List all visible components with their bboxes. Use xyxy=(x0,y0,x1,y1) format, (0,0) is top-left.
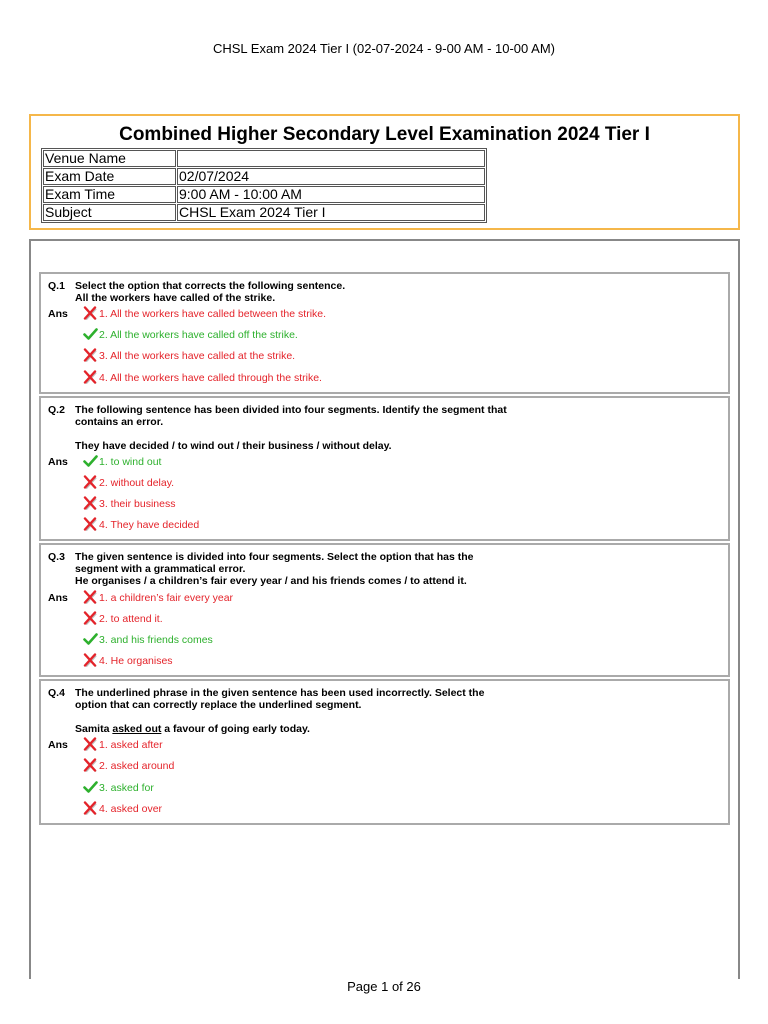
question-number: Q.3 xyxy=(48,551,65,563)
cross-icon xyxy=(83,758,99,772)
option-4 xyxy=(83,654,173,668)
info-value: 9:00 AM - 10:00 AM xyxy=(177,186,485,203)
cross-icon xyxy=(83,475,99,489)
info-row-date xyxy=(43,168,485,185)
option-1 xyxy=(83,738,163,752)
info-row-subject xyxy=(43,204,485,221)
check-icon xyxy=(83,780,99,794)
info-row-time xyxy=(43,186,485,203)
option-1 xyxy=(83,455,161,469)
answer-label: Ans xyxy=(48,739,68,751)
check-icon xyxy=(83,632,99,646)
option-text: 1. to wind out xyxy=(99,456,162,468)
option-text: 3. their business xyxy=(99,498,176,510)
check-icon xyxy=(83,454,99,468)
question-text xyxy=(75,280,545,304)
question-line: option that can correctly replace the underlined segment. xyxy=(75,699,362,711)
exam-info-table xyxy=(41,148,487,223)
option-text: 2. asked around xyxy=(99,760,175,772)
info-value: 02/07/2024 xyxy=(177,168,485,185)
option-3 xyxy=(83,497,175,511)
cross-icon xyxy=(83,306,99,320)
cross-icon xyxy=(83,653,99,667)
option-text: 3. asked for xyxy=(99,782,154,794)
option-2 xyxy=(83,612,163,626)
option-text: 3. and his friends comes xyxy=(99,634,213,646)
option-text: 2. All the workers have called off the strike. xyxy=(99,329,298,341)
exam-info-box xyxy=(29,114,740,230)
option-1 xyxy=(83,307,326,321)
info-row-venue xyxy=(43,150,485,167)
info-label: Exam Time xyxy=(43,186,176,203)
option-text: 4. All the workers have called through the strike. xyxy=(99,372,322,384)
exam-title: Combined Higher Secondary Level Examination 2024 Tier I xyxy=(119,124,650,145)
option-text: 2. without delay. xyxy=(99,477,175,489)
question-text xyxy=(75,551,545,587)
question-4 xyxy=(39,679,730,825)
option-2 xyxy=(83,476,174,490)
option-4 xyxy=(83,518,199,532)
cross-icon xyxy=(83,517,99,531)
question-sentence xyxy=(75,723,545,735)
option-2 xyxy=(83,328,298,342)
option-text: 4. He organises xyxy=(99,655,173,667)
cross-icon xyxy=(83,801,99,815)
sentence-part: a favour of going early today. xyxy=(161,723,310,735)
option-4 xyxy=(83,371,322,385)
question-line: The following sentence has been divided into four segments. Identify the segment that xyxy=(75,404,507,416)
option-text: 4. asked over xyxy=(99,803,163,815)
question-line: The underlined phrase in the given sentence has been used incorrectly. Select the xyxy=(75,687,485,699)
page-footer: Page 1 of 26 xyxy=(347,979,421,994)
question-line: He organises / a children’s fair every year / and his friends comes / to attend it. xyxy=(75,575,467,587)
question-text xyxy=(75,687,545,735)
running-header: CHSL Exam 2024 Tier I (02-07-2024 - 9-00 AM - 10-00 AM) xyxy=(212,41,555,56)
option-1 xyxy=(83,591,233,605)
sentence-part: Samita xyxy=(75,723,113,735)
info-label: Venue Name xyxy=(43,150,176,167)
info-value: CHSL Exam 2024 Tier I xyxy=(177,204,485,221)
info-label: Subject xyxy=(43,204,176,221)
option-3 xyxy=(83,633,213,647)
option-3 xyxy=(83,781,154,795)
question-line: contains an error. xyxy=(75,416,164,428)
option-text: 3. All the workers have called at the strike. xyxy=(99,350,296,362)
info-value xyxy=(177,150,485,167)
option-2 xyxy=(83,759,174,773)
question-3 xyxy=(39,543,730,677)
check-icon xyxy=(83,327,99,341)
question-line: The given sentence is divided into four segments. Select the option that has the xyxy=(75,551,474,563)
cross-icon xyxy=(83,370,99,384)
cross-icon xyxy=(83,348,99,362)
cross-icon xyxy=(83,611,99,625)
option-text: 2. to attend it. xyxy=(99,613,163,625)
option-4 xyxy=(83,802,162,816)
question-line: segment with a grammatical error. xyxy=(75,563,246,575)
info-label: Exam Date xyxy=(43,168,176,185)
option-3 xyxy=(83,349,295,363)
cross-icon xyxy=(83,496,99,510)
question-2 xyxy=(39,396,730,541)
question-number: Q.1 xyxy=(48,280,65,292)
option-text: 1. asked after xyxy=(99,739,163,751)
question-line: All the workers have called of the strike. xyxy=(75,292,276,304)
option-text: 1. a children’s fair every year xyxy=(99,592,234,604)
question-1 xyxy=(39,272,730,394)
question-number: Q.2 xyxy=(48,404,65,416)
answer-label: Ans xyxy=(48,456,68,468)
question-line: Select the option that corrects the following sentence. xyxy=(75,280,346,292)
underlined-phrase: asked out xyxy=(112,723,162,735)
question-sentence: They have decided / to wind out / their business / without delay. xyxy=(75,440,392,452)
question-text xyxy=(75,404,545,452)
question-number: Q.4 xyxy=(48,687,65,699)
answer-label: Ans xyxy=(48,592,68,604)
cross-icon xyxy=(83,737,99,751)
option-text: 1. All the workers have called between the strike. xyxy=(99,308,327,320)
cross-icon xyxy=(83,590,99,604)
option-text: 4. They have decided xyxy=(99,519,200,531)
answer-label: Ans xyxy=(48,308,68,320)
